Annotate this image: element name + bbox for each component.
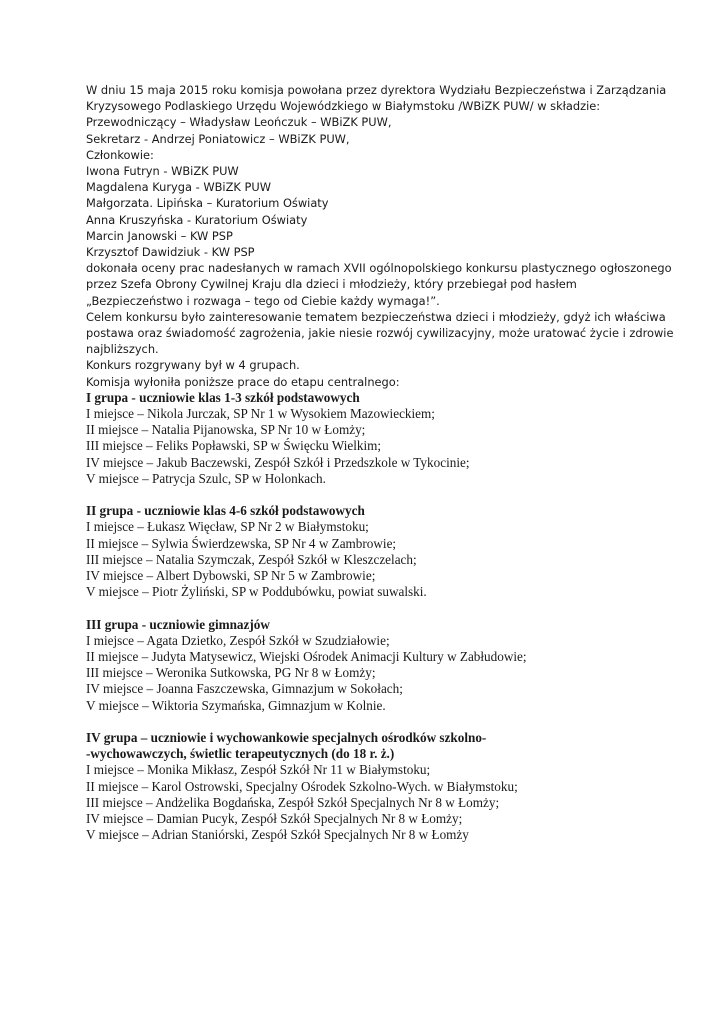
assessment-line: najbliższych. [86,342,159,357]
contest-paragraph [86,357,656,389]
place-entry: I miejsce – Agata Dzietko, Zespół Szkół w Szudziałowie; [86,632,390,648]
place-entry: I miejsce – Monika Mikłasz, Zespół Szkół Nr 11 w Białymstoku; [86,762,431,778]
group-section-2 [86,503,656,600]
assessment-paragraph [86,260,674,357]
assessment-line: przez Szefa Obrony Cywilnej Kraju dla dzieci i młodzieży, który przebiegał pod hasłem [86,277,577,292]
place-entry: V miejsce – Patrycja Szulc, SP w Holonkach. [86,470,326,486]
place-entry: V miejsce – Piotr Żyliński, SP w Poddubówku, powiat suwalski. [86,584,427,600]
group-title: IV grupa – uczniowie i wychowankowie specjalnych ośrodków szkolno- [86,730,487,746]
assessment-line: dokonała oceny prac nadesłanych w ramach XVII ogólnopolskiego konkursu plastycznego ogłoszonego [86,261,672,276]
assessment-line: postawa oraz świadomość zagrożenia, jakie niesie rozwój cywilizacyjny, może uratować życie i zdrowie [86,326,674,341]
place-entry: IV miejsce – Albert Dybowski, SP Nr 5 w Zambrowie; [86,568,376,584]
committee-list [86,114,656,260]
document-page [86,82,674,860]
group-title: II grupa - uczniowie klas 4-6 szkół podstawowych [86,503,365,519]
intro-paragraph [86,82,667,114]
committee-member: Marcin Janowski – KW PSP [86,228,233,243]
place-entry: II miejsce – Natalia Pijanowska, SP Nr 10 w Łomży; [86,422,366,438]
place-entry: IV miejsce – Damian Pucyk, Zespół Szkół Specjalnych Nr 8 w Łomży; [86,811,463,827]
place-entry: II miejsce – Judyta Matysewicz, Wiejski Ośrodek Animacji Kultury w Zabłudowie; [86,649,527,665]
place-entry: IV miejsce – Jakub Baczewski, Zespół Szkół i Przedszkole w Tykocinie; [86,454,470,470]
group-title: I grupa - uczniowie klas 1-3 szkół podstawowych [86,389,360,405]
intro-line: Kryzysowego Podlaskiego Urzędu Wojewódzkiego w Białymstoku /WBiZK PUW/ w składzie: [86,99,601,114]
contest-line: Konkurs rozgrywany był w 4 grupach. [86,358,300,373]
place-entry: V miejsce – Adrian Staniórski, Zespół Szkół Specjalnych Nr 8 w Łomży [86,827,469,843]
place-entry: III miejsce – Natalia Szymczak, Zespół Szkół w Kleszczelach; [86,551,417,567]
intro-line: W dniu 15 maja 2015 roku komisja powołana przez dyrektora Wydziału Bezpieczeństwa i Zarządzania [86,83,667,97]
group-title-continuation: -wychowawczych, świetlic terapeutycznych (do 18 r. ż.) [86,746,395,762]
place-entry: II miejsce – Sylwia Świerdzewska, SP Nr 4 w Zambrowie; [86,535,397,551]
place-entry: I miejsce – Nikola Jurczak, SP Nr 1 w Wysokiem Mazowieckiem; [86,406,435,422]
committee-members-label: Członkowie: [86,147,154,162]
place-entry: II miejsce – Karol Ostrowski, Specjalny Ośrodek Szkolno-Wych. w Białymstoku; [86,778,518,794]
assessment-line: „Bezpieczeństwo i rozwaga – tego od Ciebie każdy wymaga!”. [86,293,440,308]
group-section-4 [86,730,656,843]
assessment-line: Celem konkursu było zainteresowanie tematem bezpieczeństwa dzieci i młodzieży, gdyż ich właściwa [86,309,666,324]
group-section-1 [86,390,656,487]
group-section-3 [86,617,656,714]
committee-member: Iwona Futryn - WBiZK PUW [86,164,239,179]
committee-member: Małgorzata. Lipińska – Kuratorium Oświaty [86,196,329,211]
place-entry: III miejsce – Andżelika Bogdańska, Zespół Szkół Specjalnych Nr 8 w Łomży; [86,794,500,810]
committee-member: Krzysztof Dawidziuk - KW PSP [86,245,255,260]
committee-member: Przewodniczący – Władysław Leończuk – WBiZK PUW, [86,115,392,130]
place-entry: IV miejsce – Joanna Faszczewska, Gimnazjum w Sokołach; [86,681,403,697]
committee-member: Magdalena Kuryga - WBiZK PUW [86,180,271,195]
place-entry: III miejsce – Feliks Popławski, SP w Święcku Wielkim; [86,438,382,454]
contest-line: Komisja wyłoniła poniższe prace do etapu centralnego: [86,374,400,389]
place-entry: V miejsce – Wiktoria Szymańska, Gimnazjum w Kolnie. [86,697,386,713]
committee-member: Anna Kruszyńska - Kuratorium Oświaty [86,212,308,227]
committee-member: Sekretarz - Andrzej Poniatowicz – WBiZK PUW, [86,131,350,146]
place-entry: I miejsce – Łukasz Więcław, SP Nr 2 w Białymstoku; [86,519,369,535]
group-title: III grupa - uczniowie gimnazjów [86,616,270,632]
place-entry: III miejsce – Weronika Sutkowska, PG Nr 8 w Łomży; [86,665,376,681]
